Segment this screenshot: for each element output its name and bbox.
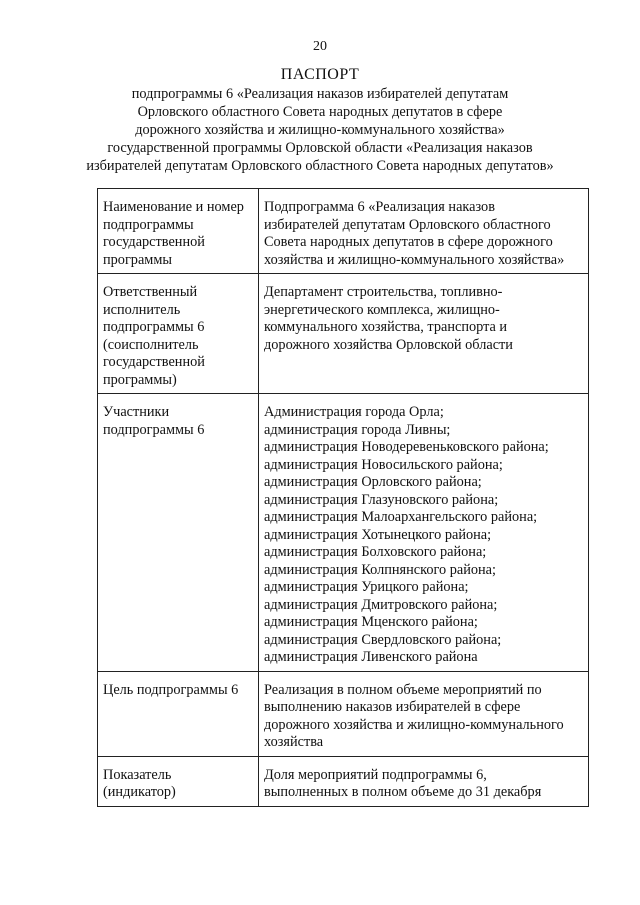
- document-title: ПАСПОРТ: [280, 66, 360, 83]
- label-line: подпрограммы: [103, 216, 194, 233]
- value-line: администрация Болховского района;: [264, 544, 487, 560]
- value-line: администрация Дмитровского района;: [264, 596, 498, 613]
- row-value: [259, 189, 589, 274]
- value-line: администрация Орловского района;: [264, 474, 482, 490]
- value-line: администрация Хотынецкого района;: [264, 526, 492, 543]
- row-value: [259, 671, 589, 756]
- value-line: администрация города Ливны;: [264, 421, 451, 438]
- value-line: хозяйства и жилищно-коммунального хозяйства»: [264, 251, 565, 268]
- value-line: администрация Глазуновского района;: [264, 491, 499, 508]
- value-line: Реализация в полном объеме мероприятий по: [264, 681, 542, 698]
- value-line: Администрация города Орла;: [264, 404, 444, 420]
- value-line: администрация Ливенского района: [264, 649, 478, 665]
- label-line: программы): [103, 371, 177, 388]
- label-line: Участники: [103, 404, 170, 420]
- label-line: подпрограммы 6: [103, 319, 205, 335]
- subtitle-line: государственной программы Орловской области «Реализация наказов: [107, 140, 533, 156]
- table-row-responsible: [98, 274, 589, 394]
- document-subtitle: [60, 85, 580, 175]
- value-line: избирателей депутатам Орловского областного: [264, 216, 551, 233]
- value-line: администрация Новосильского района;: [264, 456, 503, 473]
- value-line: коммунального хозяйства, транспорта и: [264, 319, 508, 335]
- value-line: администрация Урицкого района;: [264, 579, 469, 595]
- value-line: дорожного хозяйства и жилищно-коммунального: [264, 716, 564, 733]
- subtitle-line: Орловского областного Совета народных депутатов в сфере: [137, 104, 503, 120]
- subtitle-line: избирателей депутатам Орловского областного Совета народных депутатов»: [86, 158, 554, 174]
- table-row-name: [98, 189, 589, 274]
- label-line: Наименование и номер: [103, 199, 244, 215]
- table-row-participants: [98, 394, 589, 672]
- value-line: хозяйства: [264, 734, 324, 750]
- value-line: Совета народных депутатов в сфере дорожного: [264, 234, 553, 250]
- value-line: Департамент строительства, топливно-: [264, 284, 503, 300]
- label-line: программы: [103, 251, 173, 268]
- value-line: администрация Новодеревеньковского района;: [264, 439, 549, 455]
- row-label: [98, 394, 259, 672]
- passport-table: [97, 188, 589, 807]
- value-line: Доля мероприятий подпрограммы 6,: [264, 766, 487, 783]
- table-row-indicator: [98, 756, 589, 806]
- label-line: государственной: [103, 354, 205, 370]
- value-line: администрация Мценского района;: [264, 614, 478, 630]
- label-line: государственной: [103, 234, 205, 250]
- value-line: выполненных в полном объеме до 31 декабря: [264, 784, 542, 800]
- row-label: [98, 189, 259, 274]
- row-value: [259, 756, 589, 806]
- label-line: (индикатор): [103, 784, 176, 800]
- label-line: исполнитель: [103, 301, 181, 318]
- row-label: [98, 671, 259, 756]
- label-line: (соисполнитель: [103, 336, 199, 353]
- value-line: администрация Малоархангельского района;: [264, 509, 538, 525]
- label-line: Цель подпрограммы 6: [103, 681, 239, 698]
- value-line: администрация Колпнянского района;: [264, 561, 496, 578]
- value-line: дорожного хозяйства Орловской области: [264, 336, 513, 353]
- page-number: 20: [313, 39, 327, 54]
- row-label: [98, 274, 259, 394]
- subtitle-line: дорожного хозяйства и жилищно-коммунального хозяйства»: [135, 122, 505, 138]
- value-line: Подпрограмма 6 «Реализация наказов: [264, 199, 495, 215]
- subtitle-line: подпрограммы 6 «Реализация наказов избирателей депутатам: [131, 86, 509, 102]
- table-row-goal: [98, 671, 589, 756]
- row-value: [259, 274, 589, 394]
- label-line: подпрограммы 6: [103, 421, 205, 438]
- value-line: энергетического комплекса, жилищно-: [264, 301, 500, 318]
- row-value: [259, 394, 589, 672]
- value-line: администрация Свердловского района;: [264, 631, 502, 648]
- label-line: Ответственный: [103, 284, 198, 300]
- value-line: выполнению наказов избирателей в сфере: [264, 699, 521, 715]
- row-label: [98, 756, 259, 806]
- label-line: Показатель: [103, 766, 172, 783]
